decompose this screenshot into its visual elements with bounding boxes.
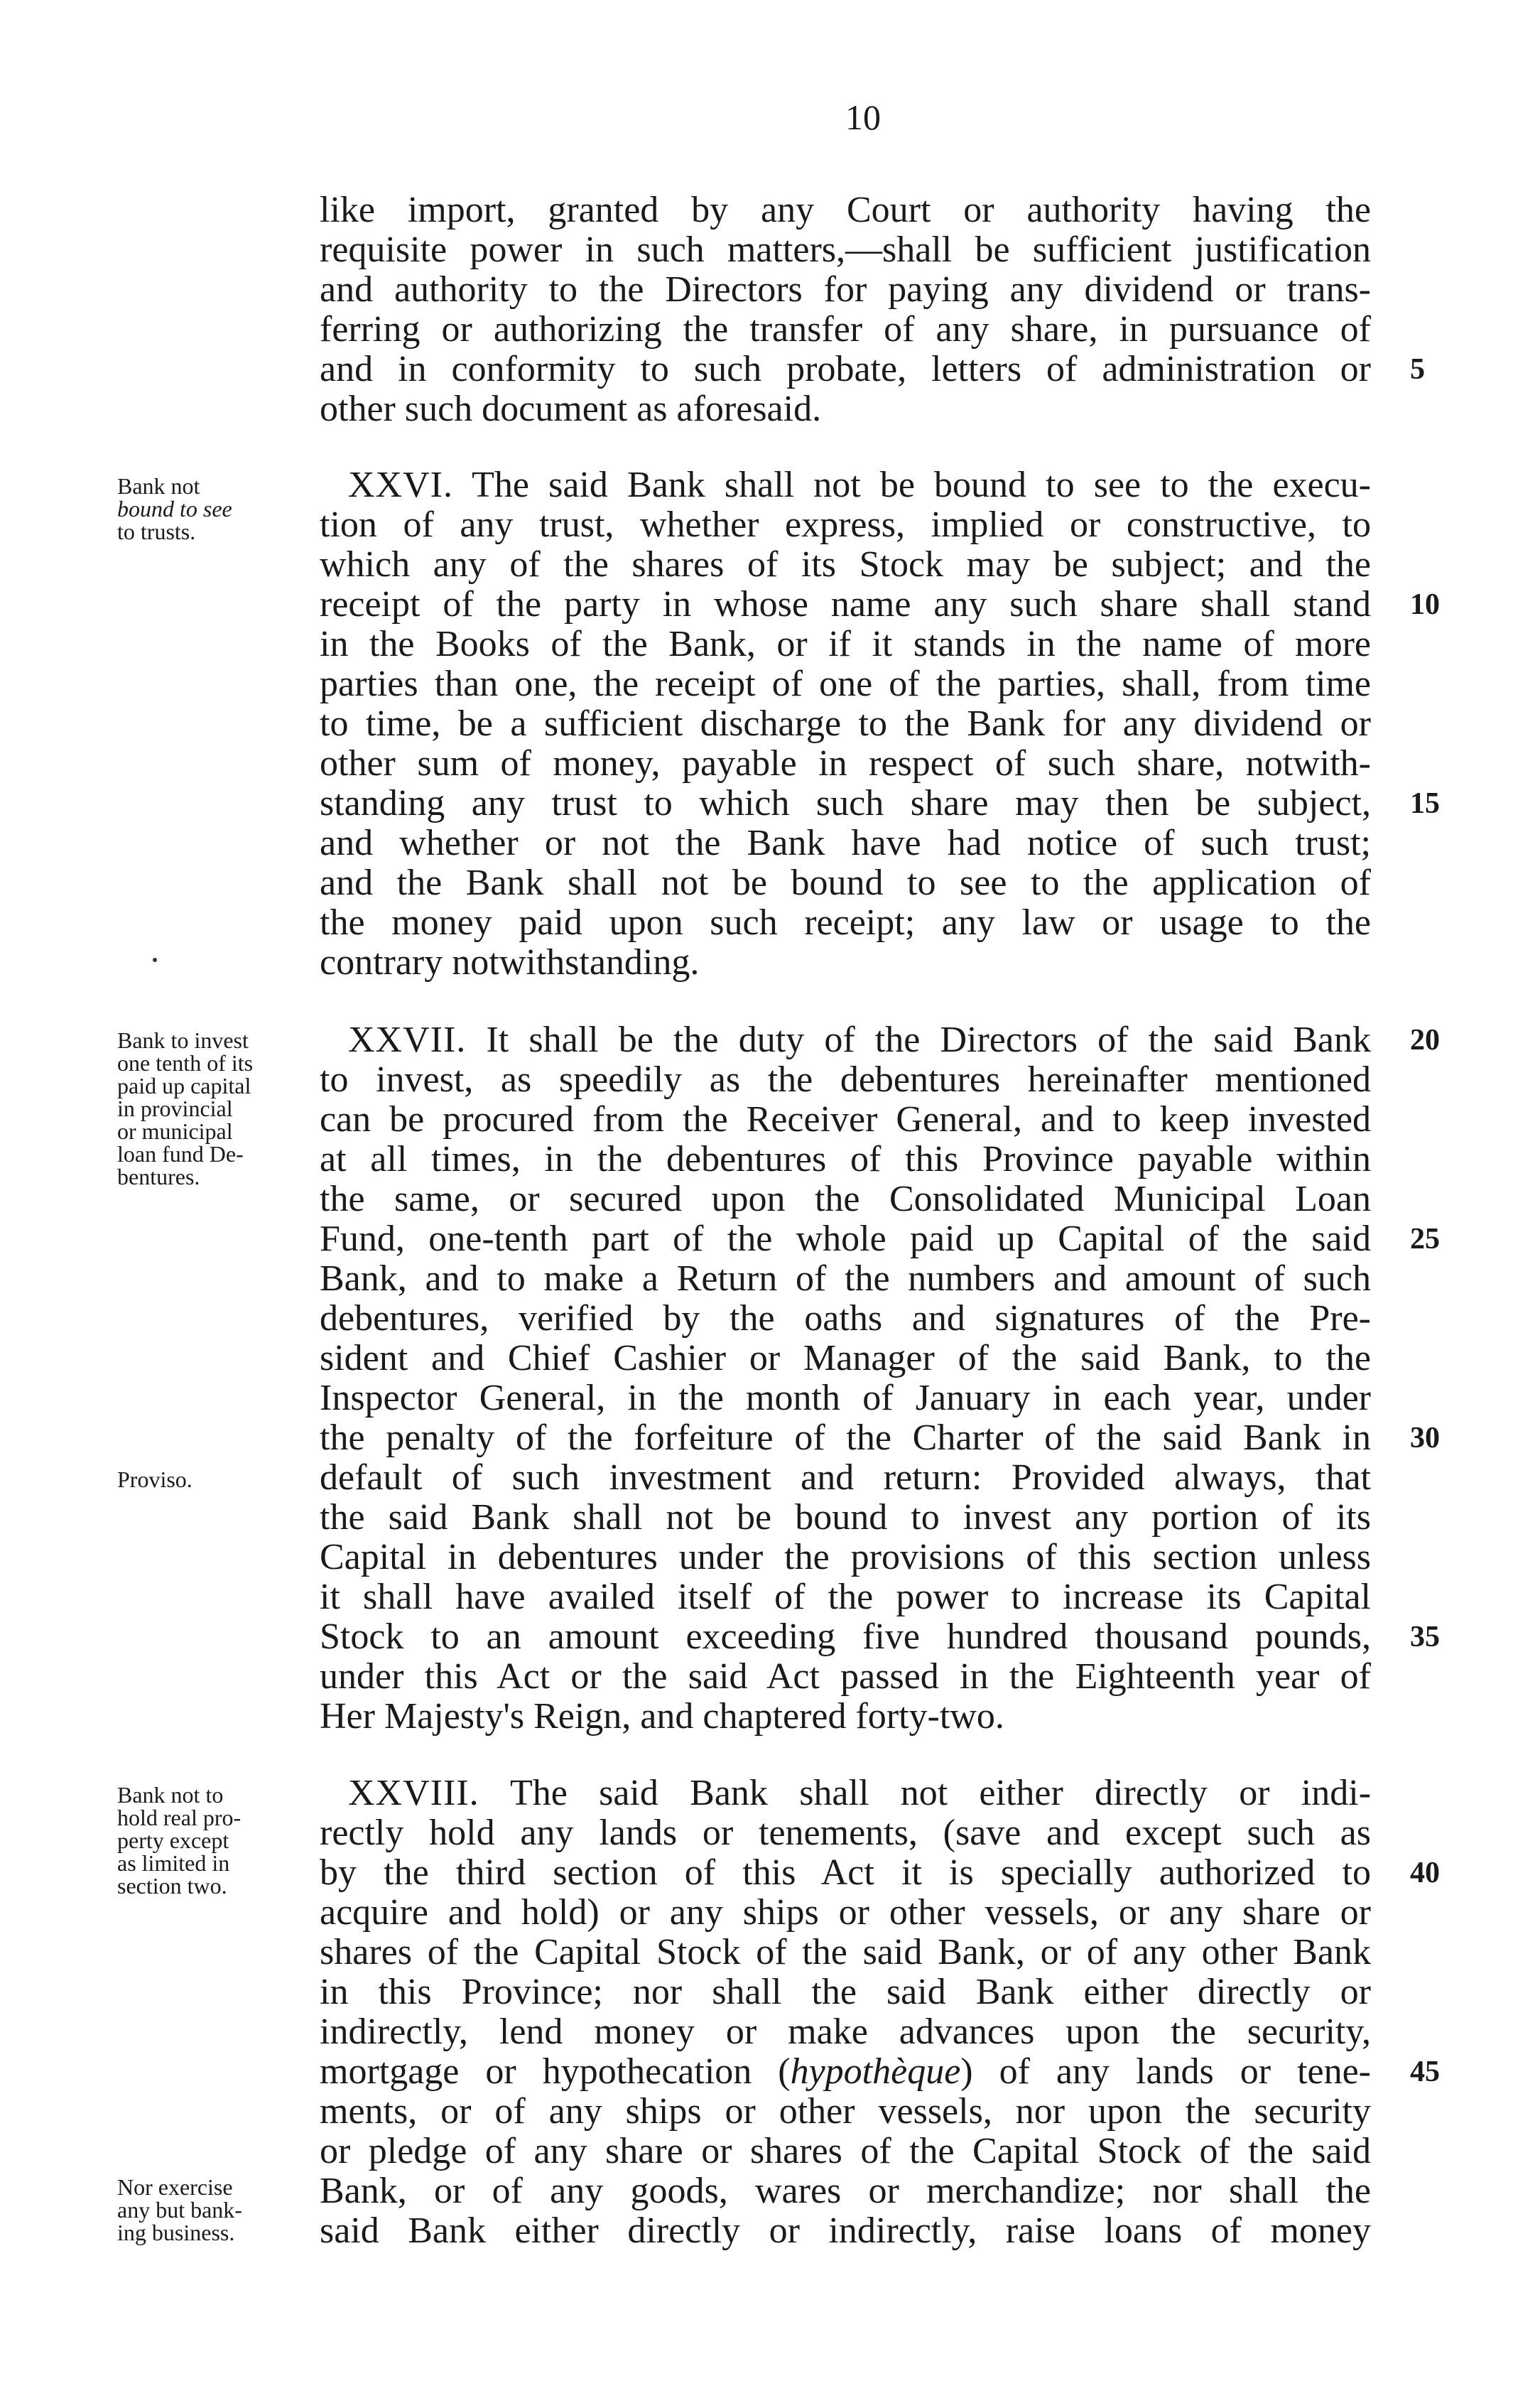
text-line: shares of the Capital Stock of the said Bank, or of any other Bank (320, 1932, 1371, 1972)
text-line: and whether or not the Bank have had notice of such trust; (320, 823, 1371, 863)
text-line: tion of any trust, whether express, implied or constructive, to (320, 504, 1371, 545)
text-line: standing any trust to which such share may then be subject, (320, 783, 1371, 824)
marginal-note-line: or municipal (117, 1118, 233, 1144)
line-number: 30 (1410, 1422, 1440, 1454)
marginal-note-line: Bank to invest (117, 1027, 249, 1053)
text-line: in this Province; nor shall the said Bank either directly or (320, 1972, 1371, 2012)
text-line: and the Bank shall not be bound to see to the application of (320, 863, 1371, 903)
text-line: and authority to the Directors for paying any dividend or trans- (320, 269, 1371, 310)
text-line: Capital in debentures under the provisions of this section unless (320, 1537, 1371, 1577)
line-number: 45 (1410, 2056, 1440, 2088)
marginal-note-line: Bank not to (117, 1782, 224, 1808)
text-line: said Bank either directly or indirectly, raise loans of money (320, 2210, 1371, 2251)
marginal-note-line: one tenth of its (117, 1050, 254, 1076)
section-number: XXVIII. (348, 1773, 479, 1813)
marginal-note-line: bentures. (117, 1164, 200, 1189)
text-line: default of such investment and return: Provided always, that (320, 1457, 1371, 1498)
text-run: The said Bank shall not either directly or indi- (509, 1773, 1372, 1813)
text-line: Bank, and to make a Return of the numbers and amount of such (320, 1258, 1371, 1299)
text-line: other such document as aforesaid. (320, 389, 822, 429)
text-line: which any of the shares of its Stock may be subject; and the (320, 544, 1371, 585)
marginal-note-line: in provincial (117, 1096, 233, 1121)
text-run: The said Bank shall not be bound to see to the execu- (472, 465, 1372, 505)
text-line: at all times, in the debentures of this Province payable within (320, 1139, 1371, 1179)
marginal-note-line: bound to see (117, 496, 232, 522)
text-line: and in conformity to such probate, letters of administration or (320, 349, 1371, 389)
text-line: indirectly, lend money or make advances upon the security, (320, 2012, 1371, 2052)
marginal-note-line: to trusts. (117, 519, 196, 544)
line-number: 25 (1410, 1223, 1440, 1256)
text-line: rectly hold any lands or tenements, (save and except such as (320, 1813, 1371, 1853)
line-number: 35 (1410, 1621, 1440, 1653)
marginal-note (117, 475, 316, 543)
text-line: the said Bank shall not be bound to invest any portion of its (320, 1497, 1371, 1538)
text-run: ) of any lands or tene- (960, 2051, 1371, 2092)
text-line: under this Act or the said Act passed in the Eighteenth year of (320, 1656, 1371, 1697)
text-run: It shall be the duty of the Directors of the said Bank (486, 1020, 1371, 1060)
text-line: ferring or authorizing the transfer of any share, in pursuance of (320, 309, 1371, 350)
italic-term: hypothèque (790, 2051, 961, 2092)
text-line: sident and Chief Cashier or Manager of the said Bank, to the (320, 1338, 1371, 1378)
marginal-note (117, 1468, 316, 1491)
text-line-mixed (320, 2052, 1371, 2092)
marginal-note (117, 1783, 316, 1897)
text-line: debentures, verified by the oaths and signatures of the Pre- (320, 1298, 1371, 1339)
stray-mark (153, 958, 157, 962)
marginal-note-line: ing business. (117, 2220, 235, 2245)
text-run: mortgage or hypothecation ( (320, 2051, 791, 2092)
text-line: to invest, as speedily as the debentures hereinafter mentioned (320, 1059, 1371, 1100)
marginal-note-line: Nor exercise (117, 2174, 233, 2200)
line-number: 40 (1410, 1857, 1440, 1889)
text-line: the same, or secured upon the Consolidated Municipal Loan (320, 1179, 1371, 1219)
text-line: Stock to an amount exceeding five hundred thousand pounds, (320, 1616, 1371, 1657)
section-number: XXVI. (348, 465, 453, 505)
text-line: parties than one, the receipt of one of the parties, shall, from time (320, 664, 1371, 704)
line-number: 10 (1410, 588, 1440, 621)
page-number: 10 (845, 97, 881, 137)
text-line: other sum of money, payable in respect of such share, notwith- (320, 743, 1371, 784)
text-line: Bank, or of any goods, wares or merchandize; nor shall the (320, 2171, 1371, 2211)
marginal-note-line: Proviso. (117, 1467, 192, 1492)
text-line-first (320, 465, 1371, 505)
text-line-first (320, 1773, 1371, 1813)
text-line: requisite power in such matters,—shall be sufficient justification (320, 230, 1371, 270)
text-line: the money paid upon such receipt; any law or usage to the (320, 902, 1371, 943)
line-number: 20 (1410, 1024, 1440, 1057)
text-line: the penalty of the forfeiture of the Charter of the said Bank in (320, 1418, 1371, 1458)
text-line: Her Majesty's Reign, and chaptered forty-two. (320, 1696, 1004, 1737)
marginal-note (117, 2176, 316, 2244)
text-line: to time, be a sufficient discharge to the Bank for any dividend or (320, 703, 1371, 744)
text-line: receipt of the party in whose name any such share shall stand (320, 584, 1371, 625)
text-line: ments, or of any ships or other vessels, nor upon the security (320, 2091, 1371, 2132)
line-number: 15 (1410, 787, 1440, 820)
marginal-note-line: loan fund De- (117, 1141, 244, 1167)
text-line: by the third section of this Act it is specially authorized to (320, 1852, 1371, 1893)
text-line: acquire and hold) or any ships or other vessels, or any share or (320, 1892, 1371, 1933)
marginal-note-line: paid up capital (117, 1073, 251, 1098)
marginal-note-line: section two. (117, 1873, 227, 1899)
text-line: or pledge of any share or shares of the Capital Stock of the said (320, 2131, 1371, 2171)
text-line: can be procured from the Receiver General, and to keep invested (320, 1099, 1371, 1140)
marginal-note-line: as limited in (117, 1850, 230, 1876)
text-line: Inspector General, in the month of January in each year, under (320, 1378, 1371, 1418)
text-line: it shall have availed itself of the power to increase its Capital (320, 1577, 1371, 1617)
marginal-note-line: any but bank- (117, 2197, 242, 2223)
marginal-note-line: perty except (117, 1827, 229, 1853)
text-line: in the Books of the Bank, or if it stands in the name of more (320, 624, 1371, 664)
text-line: like import, granted by any Court or authority having the (320, 190, 1371, 230)
text-line: Fund, one-tenth part of the whole paid up Capital of the said (320, 1219, 1371, 1259)
marginal-note (117, 1029, 316, 1188)
section-number: XXVII. (348, 1020, 467, 1060)
text-line-first (320, 1020, 1371, 1060)
line-number: 5 (1410, 353, 1425, 386)
marginal-note-line: hold real pro- (117, 1805, 242, 1830)
marginal-note-line: Bank not (117, 473, 200, 499)
text-line: contrary notwithstanding. (320, 942, 700, 983)
